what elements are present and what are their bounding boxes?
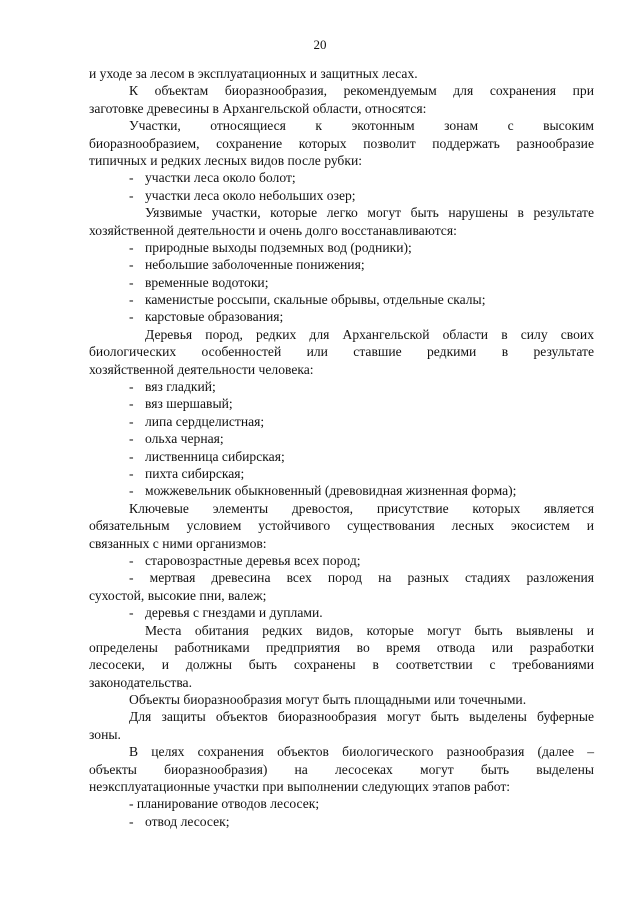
list-item: - деревья с гнездами и дуплами. [129, 605, 323, 621]
list-item: - карстовые образования; [129, 309, 284, 325]
list-item: - небольшие заболоченные понижения; [129, 257, 365, 273]
paragraph-start: К объектам биоразнообразия, рекомендуемым для сохранения при [129, 83, 594, 99]
text-line: типичных и редких лесных видов после рубки: [89, 152, 363, 168]
text-line: законодательства. [89, 674, 192, 690]
text-line: связанных с ними организмов: [89, 535, 267, 551]
list-item: - можжевельник обыкновенный (древовидная жизненная форма); [129, 483, 517, 499]
list-item: - пихта сибирская; [129, 465, 245, 481]
paragraph-start: Деревья пород, редких для Архангельской области в силу своих [145, 326, 594, 342]
list-item: - лиственница сибирская; [129, 448, 285, 464]
list-item: - каменистые россыпи, скальные обрывы, отдельные скалы; [129, 292, 486, 308]
page-number: 20 [313, 37, 327, 52]
list-item: - мертвая древесина всех пород на разных стадиях разложения [129, 570, 594, 586]
list-item: - отвод лесосек; [129, 813, 230, 829]
paragraph-start: Объекты биоразнообразия могут быть площадными или точечными. [129, 692, 527, 708]
list-item: - вяз шершавый; [129, 396, 233, 412]
text-line: объекты биоразнообразия) на лесосеках могут быть выделены [89, 761, 594, 777]
text-line: биологических особенностей или ставшие редкими в результате [89, 344, 594, 360]
paragraph-start: Ключевые элементы древостоя, присутствие которых является [129, 500, 594, 516]
list-item: - липа сердцелистная; [129, 413, 265, 429]
document-body [89, 65, 594, 830]
text-line: и уходе за лесом в эксплуатационных и защитных лесах. [89, 66, 418, 81]
text-line: хозяйственной деятельности и очень долго восстанавливаются: [89, 222, 457, 238]
text-line: обязательным условием устойчивого существования лесных экосистем и [89, 518, 594, 534]
text-line: хозяйственной деятельности человека: [89, 361, 314, 377]
paragraph-start: В целях сохранения объектов биологического разнообразия (далее – [129, 744, 594, 760]
text-line: биоразнообразием, сохранение которых позволит поддержать разнообразие [89, 135, 594, 151]
text-line: заготовке древесины в Архангельской области, относятся: [89, 100, 427, 116]
paragraph-start: Уязвимые участки, которые легко могут быть нарушены в результате [145, 205, 594, 221]
text-line: зоны. [89, 726, 121, 742]
list-item: - природные выходы подземных вод (родники); [129, 239, 412, 255]
list-item: - вяз гладкий; [129, 379, 216, 395]
text-line: неэксплуатационные участки при выполнении следующих этапов работ: [89, 779, 511, 795]
list-item: - временные водотоки; [129, 274, 269, 290]
paragraph-start: Для защиты объектов биоразнообразия могут быть выделены буферные [129, 709, 594, 725]
list-item: - участки леса около небольших озер; [129, 187, 356, 203]
paragraph-start: Участки, относящиеся к экотонным зонам с высоким [129, 118, 594, 134]
list-item: - ольха черная; [129, 431, 224, 447]
text-line: лесосеки, и должны быть сохранены в соответствии с требованиями [89, 657, 594, 673]
text-line: сухостой, высокие пни, валеж; [89, 587, 267, 603]
list-item: - участки леса около болот; [129, 170, 296, 186]
paragraph-start: Места обитания редких видов, которые могут быть выявлены и [145, 622, 594, 638]
list-item: - планирование отводов лесосек; [129, 796, 320, 812]
text-line: определены работниками предприятия во время отвода или разработки [89, 639, 594, 655]
list-item: - старовозрастные деревья всех пород; [129, 552, 361, 568]
